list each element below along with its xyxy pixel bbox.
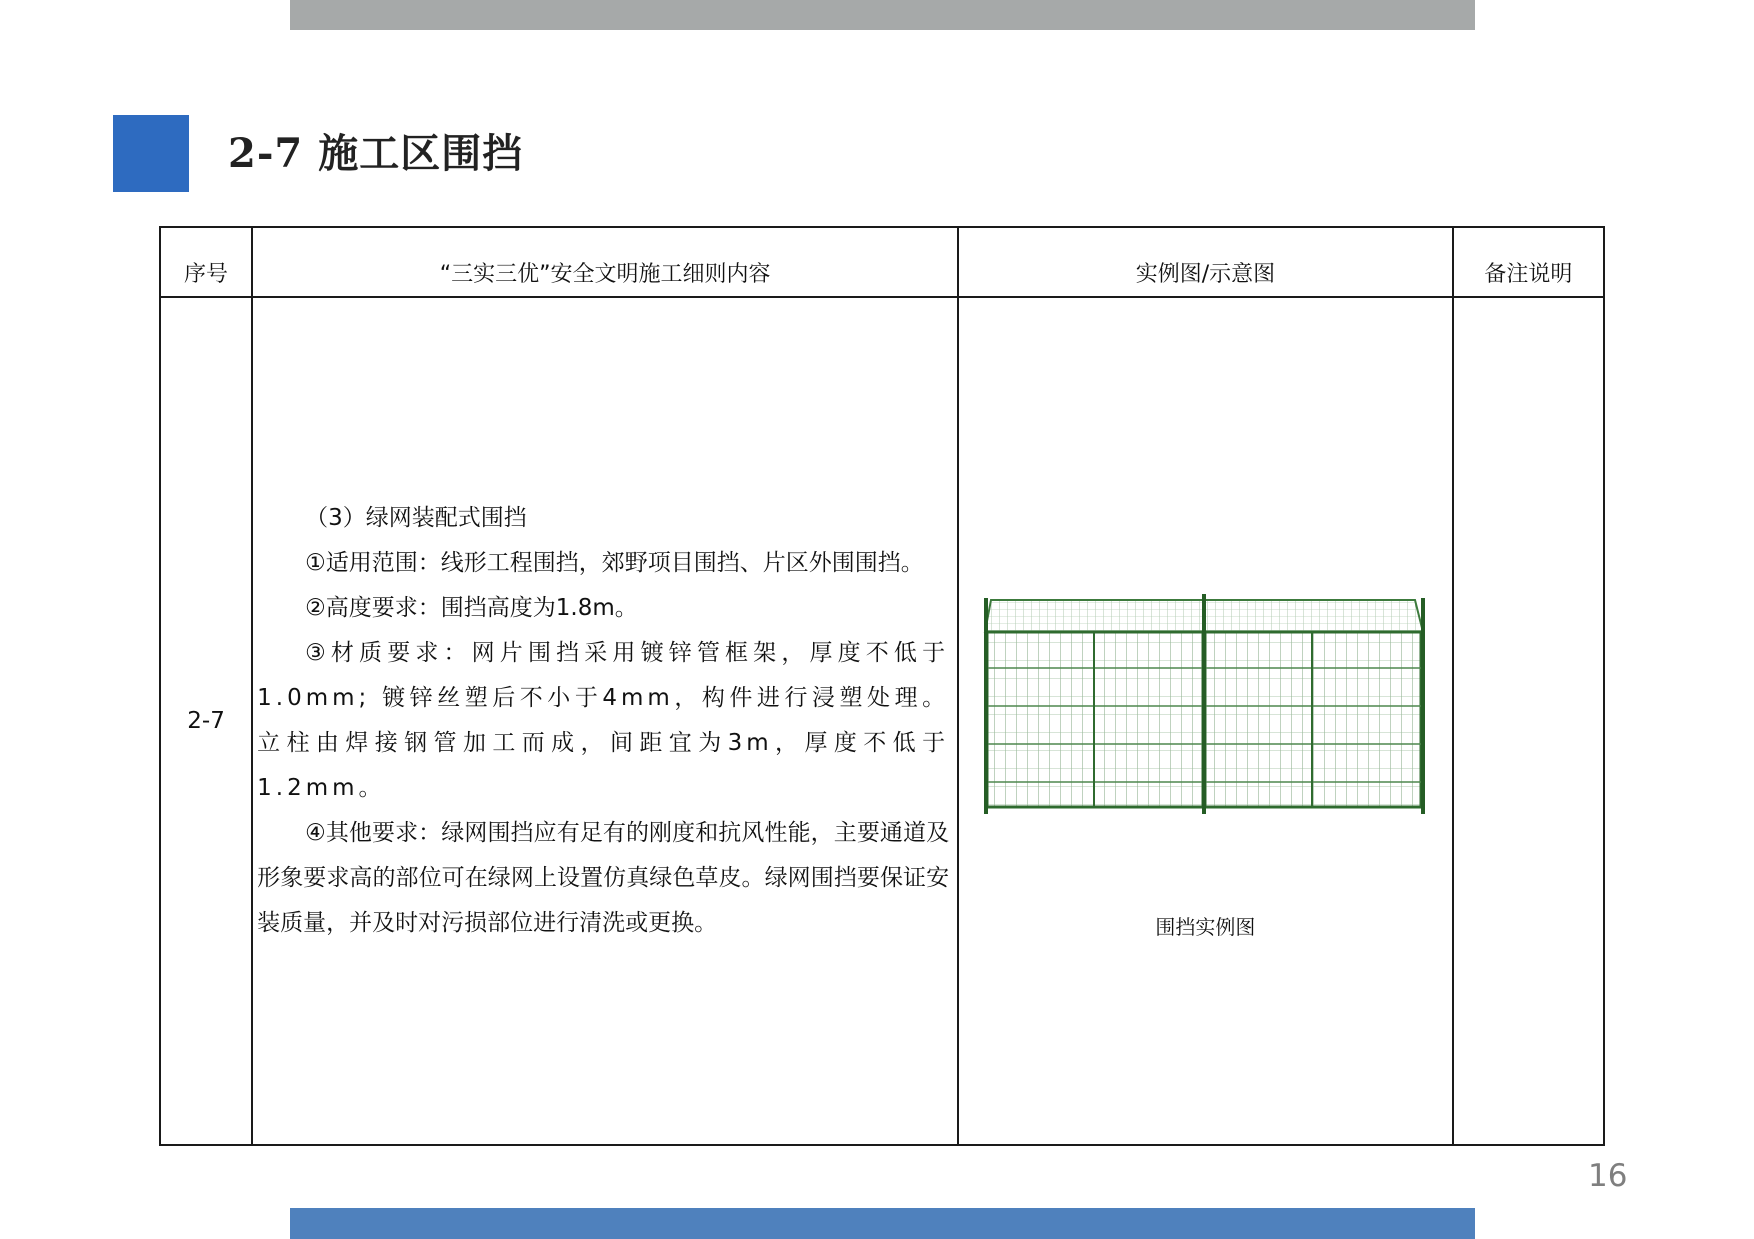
table-row bbox=[160, 297, 1604, 1145]
row-image bbox=[958, 297, 1453, 1145]
image-caption: 围挡实例图 bbox=[1155, 915, 1256, 939]
header-content: “三实三优”安全文明施工细则内容 bbox=[252, 227, 958, 297]
header-image: 实例图/示意图 bbox=[958, 227, 1453, 297]
row-note bbox=[1453, 297, 1604, 1145]
header-seq: 序号 bbox=[160, 227, 252, 297]
page-number: 16 bbox=[1588, 1158, 1628, 1194]
content-material: ③材质要求：网片围挡采用镀锌管框架，厚度不低于1.0mm; 镀锌丝塑后不小于4mm，构件进行浸塑处理。立柱由焊接钢管加工而成，间距宜为3m，厚度不低于1.2mm。 bbox=[257, 640, 950, 801]
content-scope: ①适用范围：线形工程围挡，郊野项目围挡、片区外围围挡。 bbox=[305, 550, 924, 576]
spec-table bbox=[159, 226, 1605, 1146]
top-decor-bar bbox=[290, 0, 1475, 30]
row-content bbox=[252, 297, 958, 1145]
content-height: ②高度要求：围挡高度为1.8m。 bbox=[305, 595, 638, 621]
green-mesh-fence-icon bbox=[983, 588, 1429, 818]
row-seq: 2-7 bbox=[160, 297, 252, 1145]
content-other: ④其他要求：绿网围挡应有足有的刚度和抗风性能，主要通道及形象要求高的部位可在绿网上设置仿真绿色草皮。绿网围挡要保证安装质量，并及时对污损部位进行清洗或更换。 bbox=[257, 820, 950, 936]
page-title: 2-7 施工区围挡 bbox=[228, 130, 524, 177]
bottom-decor-bar bbox=[290, 1208, 1475, 1239]
header-note: 备注说明 bbox=[1453, 227, 1604, 297]
table-header-row bbox=[160, 227, 1604, 297]
title-accent-square bbox=[113, 115, 189, 192]
content-heading: （3）绿网装配式围挡 bbox=[305, 505, 527, 531]
